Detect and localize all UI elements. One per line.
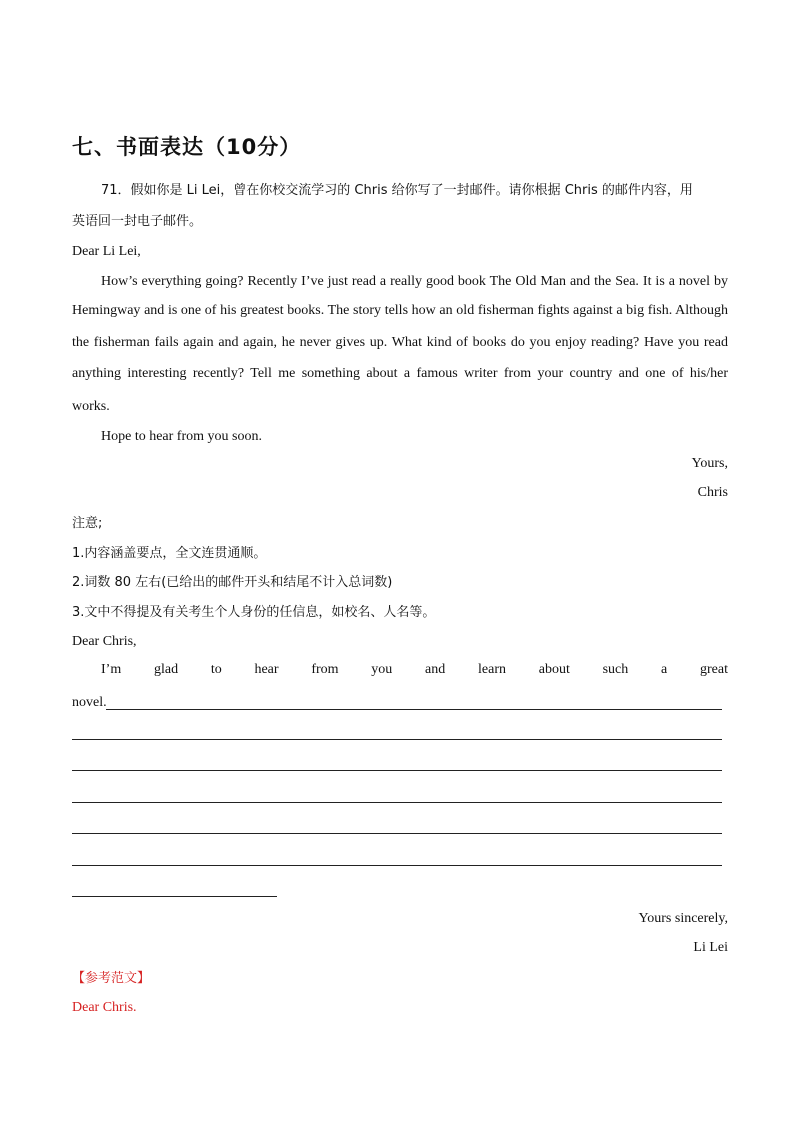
answer-blank-line [72, 802, 722, 803]
answer-greeting: Dear Chris, [72, 634, 137, 649]
answer-blank-line [72, 896, 277, 897]
letter-line: works. [72, 399, 110, 414]
letter-line: anything interesting recently? Tell me something about a famous writer from your country and one of his/her [72, 366, 728, 381]
note-item: 3.文中不得提及有关考生个人身份的任信息，如校名、人名等。 [72, 605, 436, 620]
reference-greeting: Dear Chris. [72, 1000, 137, 1015]
question-prompt-text: 假如你是 Li Lei，曾在你校交流学习的 Chris 给你写了一封邮件。请你根据 Chris 的邮件内容，用 [130, 183, 693, 198]
question-prompt-line-1 [101, 181, 693, 201]
letter-closing-line: Hope to hear from you soon. [101, 429, 262, 444]
letter-sender: Chris [697, 485, 728, 500]
answer-word: about [538, 662, 570, 677]
answer-blank-line [72, 865, 722, 866]
letter-line: Hemingway and is one of his greatest books. The story tells how an old fisherman fights against a big fish. Although [72, 303, 728, 318]
answer-blank-line [72, 833, 722, 834]
answer-word: glad [153, 662, 179, 677]
answer-word: great [699, 662, 728, 677]
letter-line: How’s everything going? Recently I’ve just read a really good book The Old Man and the Sea. It is a novel by [101, 274, 728, 289]
answer-signoff: Yours sincerely, [638, 911, 728, 926]
answer-blank-line [72, 739, 722, 740]
answer-word: learn [478, 662, 506, 677]
section-title: 七、书面表达（10分） [72, 135, 302, 159]
letter-greeting: Dear Li Lei, [72, 244, 141, 259]
notes-title: 注意; [72, 516, 103, 531]
answer-blank-line [72, 770, 722, 771]
answer-word: from [311, 662, 339, 677]
note-item: 1.内容涵盖要点，全文连贯通顺。 [72, 546, 267, 561]
reference-label: 【参考范文】 [72, 971, 151, 986]
answer-word: hear [254, 662, 279, 677]
answer-name: Li Lei [693, 940, 728, 955]
answer-word: to [210, 662, 222, 677]
answer-word: I’m [101, 662, 122, 677]
answer-word: such [602, 662, 629, 677]
answer-word: you [371, 662, 393, 677]
note-item: 2.词数 80 左右(已给出的邮件开头和结尾不计入总词数) [72, 575, 393, 590]
answer-blank-line [106, 709, 722, 710]
question-number: 71． [101, 183, 131, 198]
answer-word: a [661, 662, 668, 677]
answer-second-line-start: novel. [72, 695, 107, 710]
answer-word: and [425, 662, 446, 677]
answer-first-line [101, 662, 728, 678]
letter-signoff: Yours, [691, 456, 728, 471]
letter-line: the fisherman fails again and again, he never gives up. What kind of books do you enjoy reading? Have you read [72, 335, 728, 350]
question-prompt-line-2: 英语回一封电子邮件。 [72, 214, 203, 229]
